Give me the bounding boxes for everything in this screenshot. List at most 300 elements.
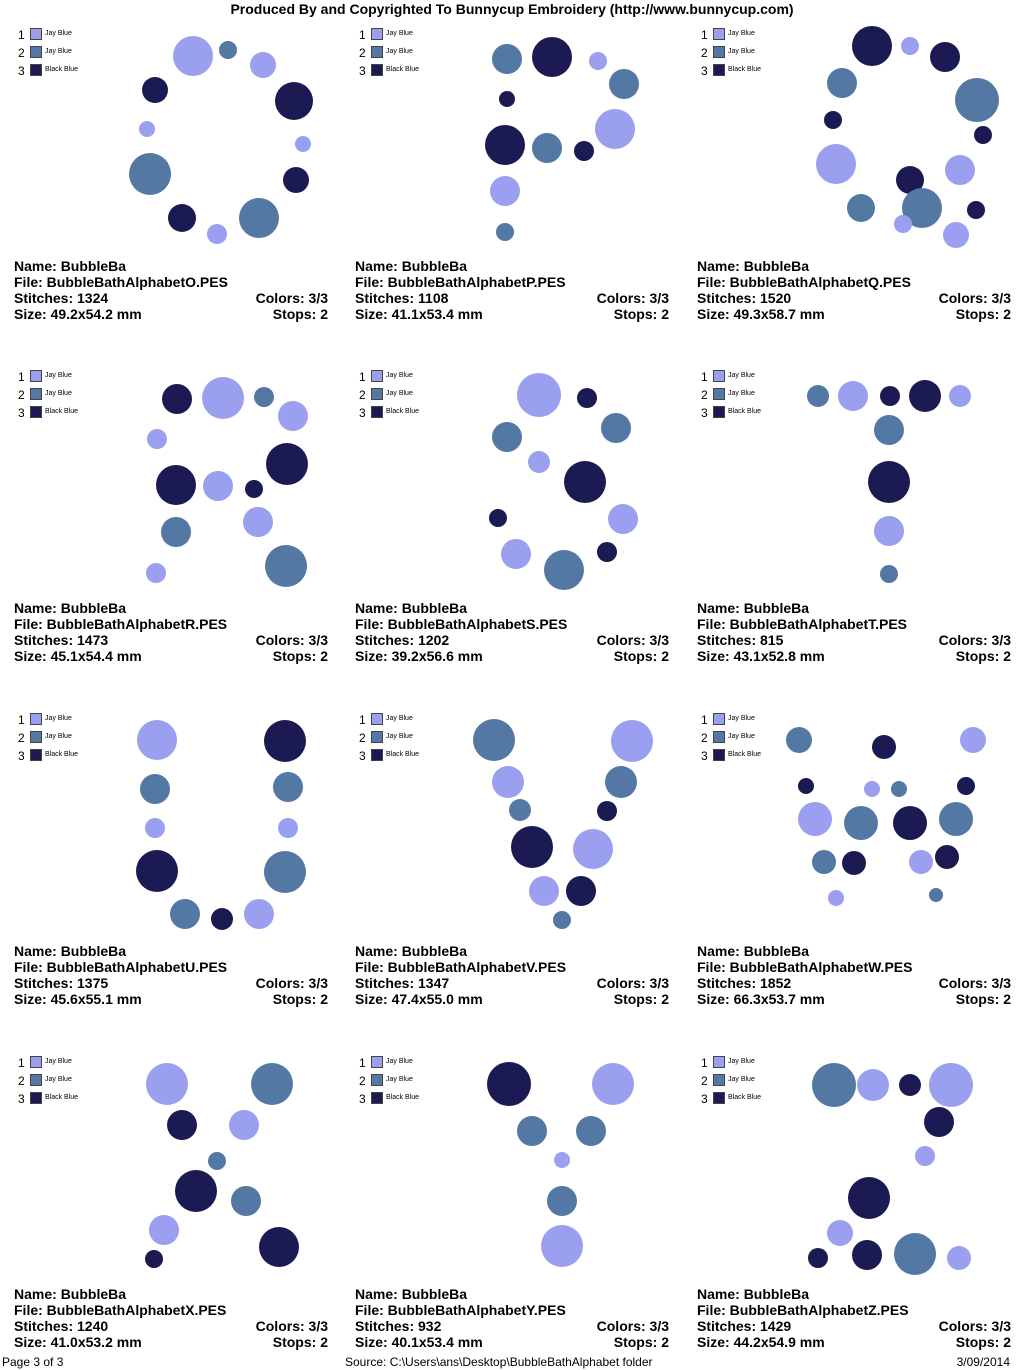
bubble-stitch [924,1107,954,1137]
bubble-stitch [149,1215,179,1245]
bubble-stitch [960,727,986,753]
bubble-stitch [517,1116,547,1146]
file-line [697,959,1011,975]
bubble-stitch [139,121,155,137]
legend-number: 2 [359,388,366,402]
legend-color-name: Black Blue [728,66,762,73]
legend-number: 1 [18,28,25,42]
legend-number: 2 [18,388,25,402]
color-swatch [371,46,383,58]
legend-row [701,729,821,747]
stops-value: 2 [1003,991,1011,1007]
bubble-stitch [909,380,941,412]
legend-row [359,1054,479,1072]
bubble-stitch [254,387,274,407]
legend-row [359,26,479,44]
color-swatch [713,749,725,761]
stops-value: 2 [1003,306,1011,322]
legend-number: 3 [701,749,708,763]
color-legend [18,368,138,422]
legend-color-name: Jay Blue [45,372,72,379]
legend-color-name: Jay Blue [728,48,755,55]
color-swatch [371,1092,383,1104]
bubble-stitch [243,507,273,537]
file-name: BubbleBathAlphabetY.PES [387,1302,566,1318]
colors-value: 3/3 [991,632,1011,648]
stitches-line [14,632,328,648]
bubble-stitch [532,37,572,77]
design-info [14,258,328,322]
file-name: BubbleBathAlphabetR.PES [46,616,228,632]
stops-value-group [614,648,669,664]
bubble-stitch [490,176,520,206]
stops-value: 2 [661,1334,669,1350]
colors-value-group [256,975,328,991]
colors-label: Colors: [938,632,988,648]
design-info [355,600,669,664]
size-line [14,306,328,322]
legend-number: 3 [701,406,708,420]
bubble-stitch [239,198,279,238]
colors-value: 3/3 [649,632,669,648]
color-swatch [713,46,725,58]
color-legend [359,368,479,422]
stops-label: Stops: [613,648,658,664]
page-number: Page 3 of 3 [2,1355,64,1369]
design-info [355,258,669,322]
stops-label: Stops: [272,648,317,664]
colors-label: Colors: [255,632,305,648]
stops-label: Stops: [955,648,1000,664]
name-line [355,600,669,616]
color-swatch [371,1074,383,1086]
stitches-line [14,975,328,991]
design-info [697,600,1011,664]
design-name: BubbleBa [401,258,468,274]
design-info [14,943,328,1007]
stops-label: Stops: [613,1334,658,1350]
legend-number: 1 [18,1056,25,1070]
legend-color-name: Black Blue [386,1094,420,1101]
page-header: Produced By and Copyrighted To Bunnycup Embroidery (http://www.bunnycup.com) [230,1,794,17]
bubble-stitch [511,826,553,868]
legend-number: 1 [18,370,25,384]
design-info [697,1286,1011,1350]
colors-label: Colors: [596,290,646,306]
bubble-stitch [501,539,531,569]
colors-value: 3/3 [308,290,328,306]
size-label: Size: [697,1334,730,1350]
file-label: File: [697,616,726,632]
bubble-stitch [162,384,192,414]
bubble-stitch [207,224,227,244]
legend-row [359,386,479,404]
legend-color-name: Jay Blue [386,390,413,397]
bubble-stitch [167,1110,197,1140]
file-line [14,274,328,290]
color-swatch [713,28,725,40]
legend-color-name: Jay Blue [386,30,413,37]
design-cell [341,685,682,1027]
legend-row [18,44,138,62]
color-swatch [30,713,42,725]
name-label: Name: [14,1286,57,1302]
file-line [697,1302,1011,1318]
file-label: File: [14,616,43,632]
legend-row [18,26,138,44]
name-label: Name: [14,943,57,959]
colors-label: Colors: [596,632,646,648]
stitches-line [14,1318,328,1334]
size-line [14,991,328,1007]
color-legend [359,711,479,765]
colors-value-group [597,1318,669,1334]
stops-value-group [273,306,328,322]
bubble-stitch [608,504,638,534]
legend-row [18,386,138,404]
bubble-stitch [275,82,313,120]
color-swatch [30,1056,42,1068]
file-label: File: [14,274,43,290]
stitches-line [697,975,1011,991]
bubble-stitch [601,413,631,443]
name-line [14,258,328,274]
file-label: File: [697,959,726,975]
bubble-stitch [473,719,515,761]
colors-label: Colors: [596,975,646,991]
size-value: 49.2x54.2 mm [50,306,142,322]
bubble-stitch [129,153,171,195]
colors-label: Colors: [255,1318,305,1334]
colors-label: Colors: [938,290,988,306]
file-line [697,616,1011,632]
design-cell [341,1028,682,1370]
bubble-stitch [544,550,584,590]
file-label: File: [355,274,384,290]
legend-color-name: Jay Blue [45,30,72,37]
size-line [355,1334,669,1350]
stops-value-group [956,306,1011,322]
colors-value-group [597,975,669,991]
stitch-count: 932 [418,1318,442,1334]
design-name: BubbleBa [60,258,127,274]
design-info [355,943,669,1007]
bubble-stitch [872,735,896,759]
bubble-stitch [827,1220,853,1246]
legend-color-name: Black Blue [386,751,420,758]
colors-value: 3/3 [991,1318,1011,1334]
file-label: File: [355,959,384,975]
colors-value: 3/3 [649,290,669,306]
legend-number: 1 [359,28,366,42]
bubble-stitch [929,888,943,902]
size-value: 39.2x56.6 mm [391,648,483,664]
size-label: Size: [697,306,730,322]
bubble-stitch [842,851,866,875]
bubble-stitch [827,68,857,98]
size-value: 49.3x58.7 mm [733,306,825,322]
stitches-line [697,632,1011,648]
design-name: BubbleBa [743,943,810,959]
bubble-stitch [259,1227,299,1267]
stops-label: Stops: [272,306,317,322]
file-name: BubbleBathAlphabetO.PES [46,274,228,290]
size-label: Size: [355,991,388,1007]
legend-number: 2 [359,46,366,60]
legend-row [359,747,479,765]
stops-value: 2 [320,991,328,1007]
stitches-line [355,290,669,306]
bubble-stitch [880,386,900,406]
bubble-stitch [492,766,524,798]
file-name: BubbleBathAlphabetP.PES [387,274,566,290]
color-swatch [30,388,42,400]
bubble-stitch [283,167,309,193]
color-swatch [713,731,725,743]
colors-value-group [939,975,1011,991]
bubble-stitch [848,1177,890,1219]
color-swatch [371,713,383,725]
bubble-stitch [880,565,898,583]
colors-label: Colors: [938,1318,988,1334]
file-line [355,1302,669,1318]
bubble-stitch [955,78,999,122]
stops-value: 2 [661,991,669,1007]
name-line [355,258,669,274]
legend-number: 2 [359,1074,366,1088]
legend-number: 1 [359,1056,366,1070]
stitches-label: Stitches: [355,290,415,306]
file-name: BubbleBathAlphabetW.PES [729,959,913,975]
stops-label: Stops: [613,991,658,1007]
name-label: Name: [14,600,57,616]
color-legend [359,1054,479,1108]
file-name: BubbleBathAlphabetT.PES [729,616,908,632]
size-value: 40.1x53.4 mm [391,1334,483,1350]
size-line [697,648,1011,664]
stops-value: 2 [661,648,669,664]
bubble-stitch [893,806,927,840]
legend-row [18,747,138,765]
name-line [355,943,669,959]
legend-number: 3 [18,749,25,763]
name-label: Name: [697,1286,740,1302]
bubble-stitch [929,1063,973,1107]
color-legend [701,1054,821,1108]
stops-label: Stops: [272,991,317,1007]
colors-label: Colors: [255,975,305,991]
bubble-stitch [202,377,244,419]
legend-number: 1 [18,713,25,727]
name-label: Name: [697,258,740,274]
legend-row [359,368,479,386]
name-line [14,600,328,616]
bubble-stitch [852,26,892,66]
color-swatch [30,1092,42,1104]
bubble-stitch [529,876,559,906]
legend-row [701,26,821,44]
design-name: BubbleBa [60,600,127,616]
bubble-stitch [161,517,191,547]
bubble-stitch [611,720,653,762]
size-label: Size: [14,991,47,1007]
bubble-stitch [597,542,617,562]
bubble-stitch [266,443,308,485]
name-label: Name: [697,600,740,616]
legend-color-name: Jay Blue [728,1076,755,1083]
design-cell [0,342,341,684]
legend-color-name: Black Blue [45,66,79,73]
name-label: Name: [697,943,740,959]
design-cell [0,1028,341,1370]
bubble-stitch [852,1240,882,1270]
file-name: BubbleBathAlphabetX.PES [46,1302,227,1318]
design-name: BubbleBa [60,943,127,959]
colors-value-group [597,290,669,306]
bubble-stitch [592,1063,634,1105]
name-label: Name: [355,1286,398,1302]
bubble-stitch [517,373,561,417]
stops-value: 2 [1003,1334,1011,1350]
stitch-count: 1852 [760,975,792,991]
legend-number: 3 [701,1092,708,1106]
bubble-stitch [145,818,165,838]
stops-value-group [273,1334,328,1350]
stitch-count: 1429 [760,1318,792,1334]
color-legend [701,711,821,765]
legend-color-name: Jay Blue [728,390,755,397]
legend-row [701,368,821,386]
bubble-stitch [967,201,985,219]
bubble-stitch [947,1246,971,1270]
colors-value-group [939,290,1011,306]
size-value: 66.3x53.7 mm [733,991,825,1007]
legend-number: 2 [18,1074,25,1088]
size-line [697,306,1011,322]
legend-row [18,1072,138,1090]
file-label: File: [697,1302,726,1318]
bubble-stitch [499,91,515,107]
size-value: 44.2x54.9 mm [733,1334,825,1350]
size-label: Size: [697,991,730,1007]
colors-value: 3/3 [308,632,328,648]
color-swatch [713,713,725,725]
color-swatch [371,388,383,400]
legend-row [701,62,821,80]
stitch-count: 1520 [760,290,792,306]
bubble-stitch [140,774,170,804]
name-line [697,600,1011,616]
bubble-stitch [573,829,613,869]
bubble-stitch [168,204,196,232]
name-line [697,258,1011,274]
color-swatch [30,406,42,418]
bubble-stitch [564,461,606,503]
bubble-stitch [173,36,213,76]
bubble-stitch [156,465,196,505]
legend-color-name: Jay Blue [728,372,755,379]
legend-row [359,729,479,747]
file-label: File: [697,274,726,290]
bubble-stitch [574,141,594,161]
color-swatch [30,731,42,743]
legend-number: 2 [701,731,708,745]
design-cell [683,1028,1024,1370]
design-name: BubbleBa [743,600,810,616]
bubble-stitch [874,415,904,445]
color-swatch [713,406,725,418]
legend-color-name: Black Blue [386,66,420,73]
stitches-label: Stitches: [697,632,757,648]
bubble-stitch [146,1063,188,1105]
legend-row [359,1072,479,1090]
file-name: BubbleBathAlphabetQ.PES [729,274,911,290]
stitch-count: 1375 [77,975,109,991]
stitch-count: 1202 [418,632,450,648]
color-legend [18,1054,138,1108]
file-name: BubbleBathAlphabetZ.PES [729,1302,909,1318]
colors-value-group [256,1318,328,1334]
bubble-stitch [597,801,617,821]
bubble-stitch [957,777,975,795]
legend-row [18,1054,138,1072]
legend-color-name: Jay Blue [386,1076,413,1083]
stops-value: 2 [320,306,328,322]
bubble-stitch [605,766,637,798]
bubble-stitch [273,772,303,802]
stitch-count: 1240 [77,1318,109,1334]
stops-label: Stops: [955,1334,1000,1350]
legend-number: 3 [18,1092,25,1106]
size-label: Size: [14,306,47,322]
colors-value-group [256,632,328,648]
bubble-stitch [170,899,200,929]
color-legend [18,711,138,765]
bubble-stitch [208,1152,226,1170]
design-name: BubbleBa [60,1286,127,1302]
colors-value: 3/3 [649,975,669,991]
file-label: File: [355,1302,384,1318]
size-value: 41.0x53.2 mm [50,1334,142,1350]
bubble-stitch [935,845,959,869]
bubble-stitch [245,480,263,498]
legend-row [18,711,138,729]
size-label: Size: [697,648,730,664]
stitches-label: Stitches: [14,975,74,991]
color-swatch [713,1056,725,1068]
colors-value: 3/3 [308,975,328,991]
legend-row [18,62,138,80]
color-swatch [371,64,383,76]
stitches-line [14,290,328,306]
bubble-stitch [554,1152,570,1168]
bubble-stitch [812,850,836,874]
stops-label: Stops: [272,1334,317,1350]
legend-color-name: Jay Blue [386,372,413,379]
bubble-stitch [136,850,178,892]
legend-color-name: Jay Blue [45,715,72,722]
bubble-stitch [485,125,525,165]
design-cell [0,685,341,1027]
legend-row [359,711,479,729]
legend-color-name: Jay Blue [386,715,413,722]
stops-label: Stops: [613,306,658,322]
bubble-stitch [868,461,910,503]
bubble-stitch [945,155,975,185]
file-line [14,959,328,975]
design-info [14,600,328,664]
legend-row [18,404,138,422]
